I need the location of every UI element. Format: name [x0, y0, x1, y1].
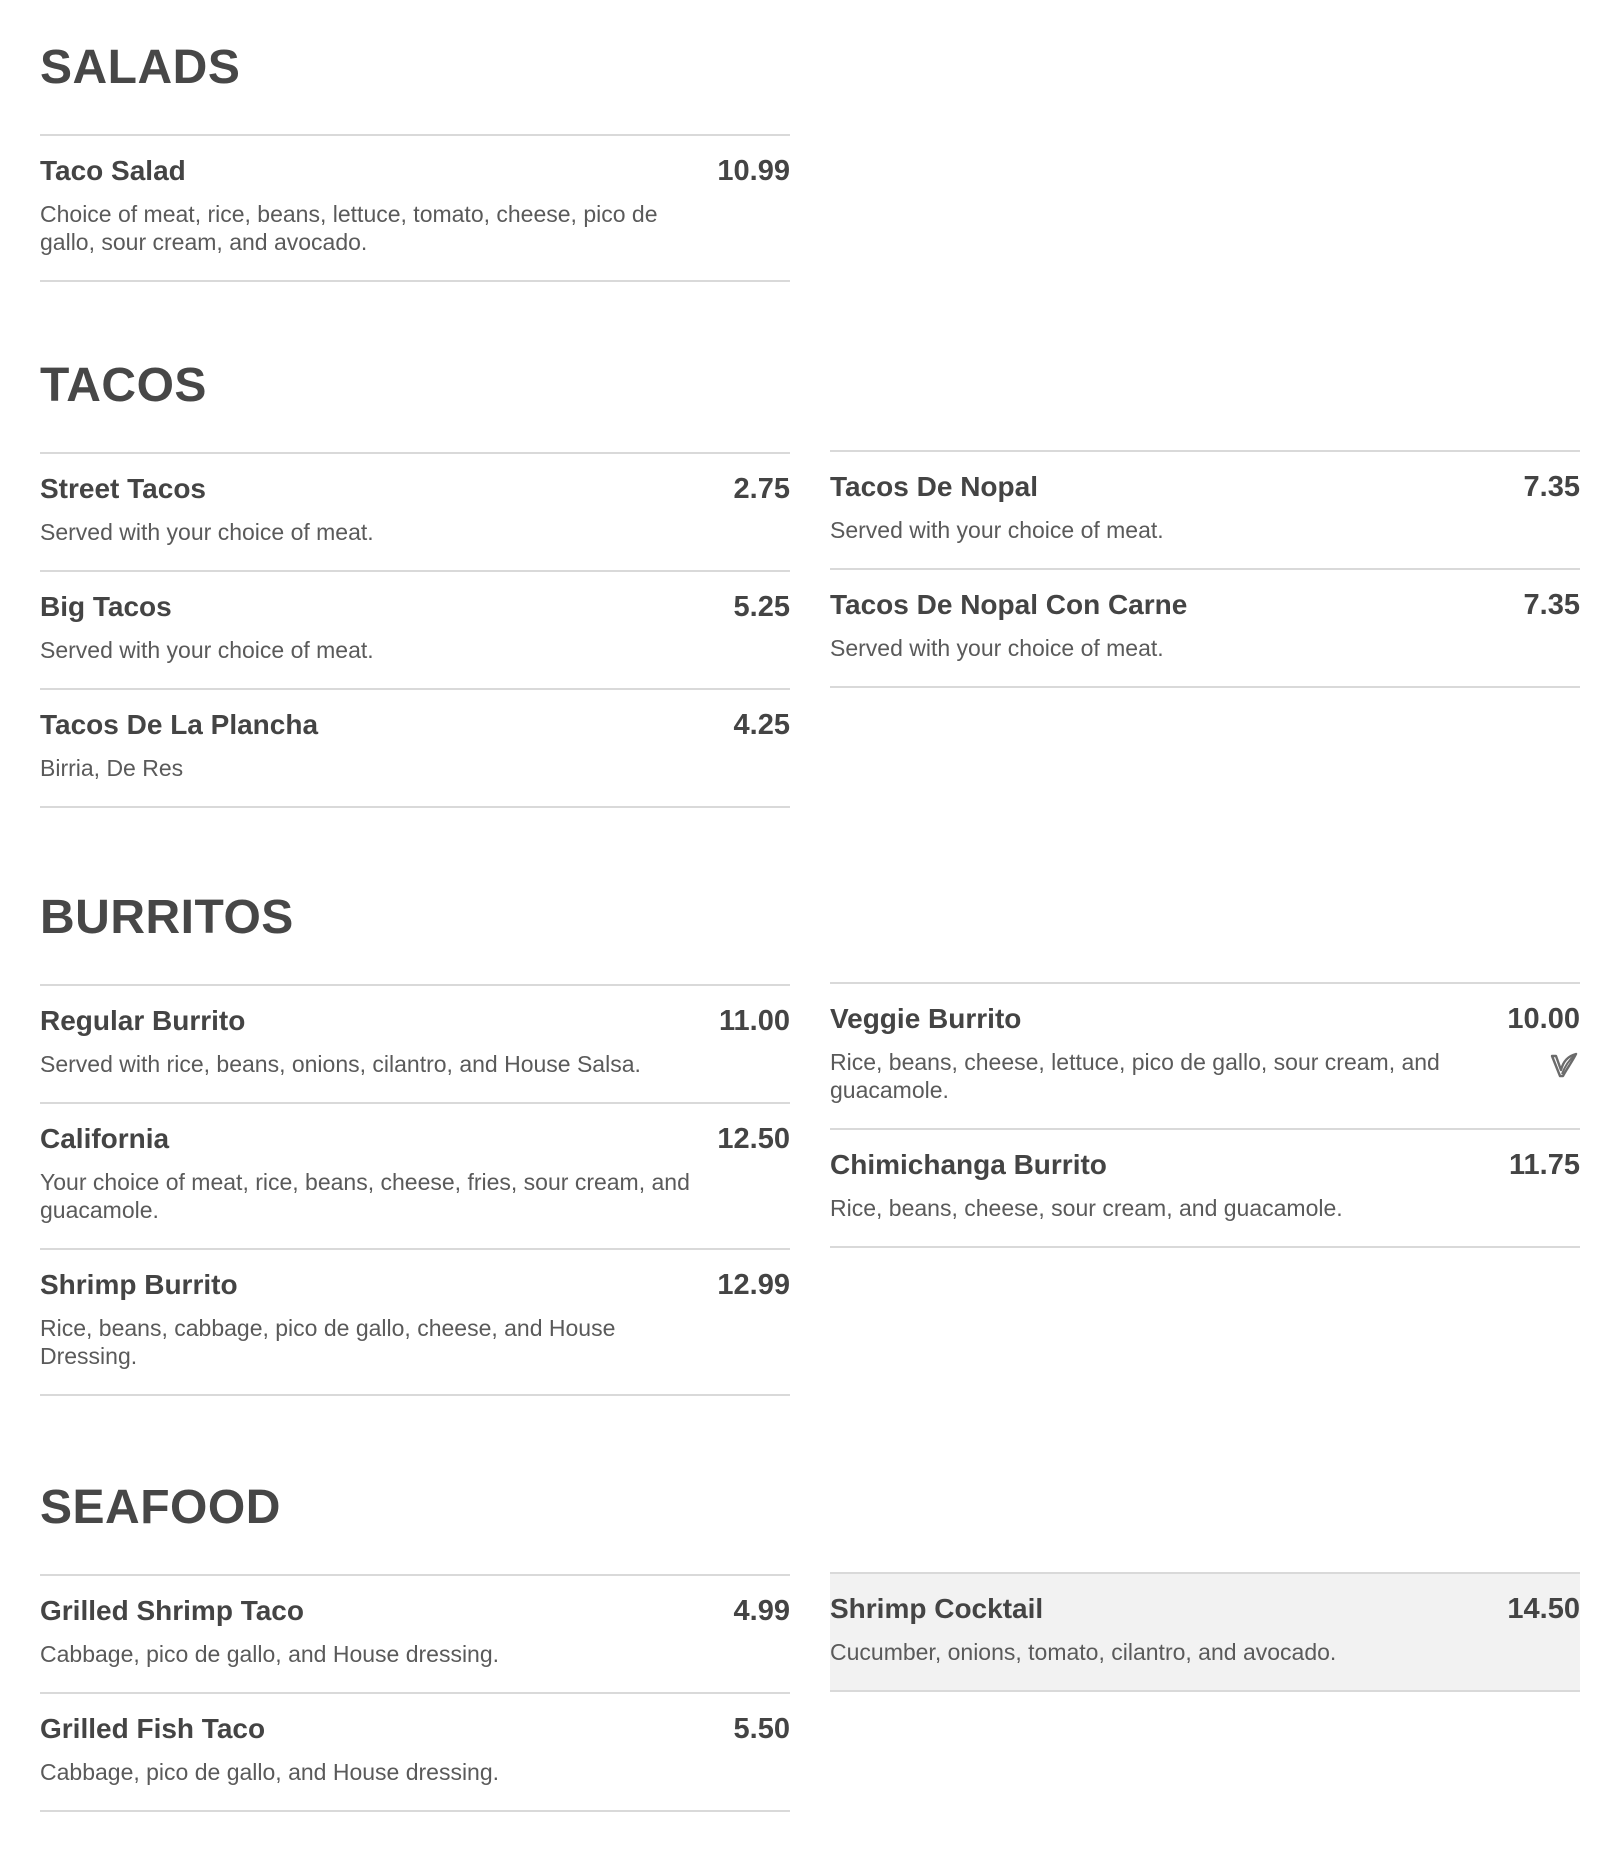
item-description: Choice of meat, rice, beans, lettuce, tomato, cheese, pico de gallo, sour cream, and avocado.	[40, 201, 658, 255]
item-description: Served with rice, beans, onions, cilantro, and House Salsa.	[40, 1051, 641, 1077]
item-price: 14.50	[1507, 1593, 1580, 1625]
item-name: Veggie Burrito	[830, 1003, 1022, 1034]
item-price: 10.00	[1507, 1003, 1580, 1035]
item-name: Tacos De La Plancha	[40, 709, 319, 740]
item-price: 12.99	[717, 1269, 790, 1301]
item-name: California	[40, 1123, 170, 1154]
item-name: Regular Burrito	[40, 1005, 246, 1036]
menu-item-grilled-fish-taco[interactable]	[40, 1692, 790, 1812]
menu-column-left	[40, 452, 790, 808]
item-price: 7.35	[1523, 589, 1580, 621]
item-description: Rice, beans, cheese, lettuce, pico de gallo, sour cream, and guacamole.	[830, 1049, 1440, 1103]
item-name: Grilled Shrimp Taco	[40, 1595, 304, 1626]
menu-item-tacos-de-nopal[interactable]	[830, 450, 1580, 568]
menu-item-grilled-shrimp-taco[interactable]	[40, 1574, 790, 1692]
item-description: Served with your choice of meat.	[830, 635, 1164, 661]
section-seafood	[40, 1480, 1580, 1785]
section-title: BURRITOS	[40, 891, 294, 944]
menu-item-veggie-burrito[interactable]	[830, 982, 1580, 1128]
menu-column-right	[830, 982, 1580, 1248]
menu-item-tacos-de-la-plancha[interactable]	[40, 688, 790, 808]
menu-item-street-tacos[interactable]	[40, 452, 790, 570]
section-title: TACOS	[40, 359, 207, 412]
section-title: SALADS	[40, 41, 241, 94]
item-name: Taco Salad	[40, 155, 186, 186]
item-description: Rice, beans, cheese, sour cream, and guacamole.	[830, 1195, 1343, 1221]
menu-item-taco-salad[interactable]	[40, 134, 790, 282]
item-name: Chimichanga Burrito	[830, 1149, 1107, 1180]
item-description: Rice, beans, cabbage, pico de gallo, cheese, and House Dressing.	[40, 1315, 616, 1369]
item-name: Tacos De Nopal	[830, 471, 1038, 502]
item-price: 7.35	[1523, 471, 1580, 503]
item-price: 2.75	[733, 473, 790, 505]
item-price: 11.00	[719, 1005, 790, 1037]
item-price: 5.50	[733, 1713, 790, 1745]
menu-column-left	[40, 1574, 790, 1812]
menu-item-shrimp-burrito[interactable]	[40, 1248, 790, 1396]
item-description: Served with your choice of meat.	[40, 519, 374, 545]
item-name: Grilled Fish Taco	[40, 1713, 266, 1744]
menu-column-left	[40, 134, 790, 282]
item-name: Big Tacos	[40, 591, 172, 622]
item-description: Served with your choice of meat.	[40, 637, 374, 663]
section-salads	[40, 40, 1580, 255]
menu-item-california[interactable]	[40, 1102, 790, 1248]
section-tacos	[40, 358, 1580, 781]
item-price: 5.25	[733, 591, 790, 623]
menu-column-right	[830, 1572, 1580, 1692]
item-description: Your choice of meat, rice, beans, cheese, fries, sour cream, and guacamole.	[40, 1169, 690, 1223]
menu-item-chimichanga-burrito[interactable]	[830, 1128, 1580, 1248]
menu-column-left	[40, 984, 790, 1396]
item-description: Cucumber, onions, tomato, cilantro, and avocado.	[830, 1639, 1337, 1665]
menu-item-shrimp-cocktail[interactable]	[830, 1572, 1580, 1692]
item-description: Birria, De Res	[40, 755, 184, 781]
vegetarian-leaf-icon	[1546, 1048, 1580, 1082]
item-description: Cabbage, pico de gallo, and House dressing.	[40, 1759, 500, 1785]
menu-item-big-tacos[interactable]	[40, 570, 790, 688]
menu-column-right	[830, 450, 1580, 688]
section-burritos	[40, 890, 1580, 1369]
item-price: 4.99	[733, 1595, 790, 1627]
item-name: Tacos De Nopal Con Carne	[830, 589, 1188, 620]
item-name: Street Tacos	[40, 473, 206, 504]
item-price: 11.75	[1509, 1149, 1580, 1181]
item-name: Shrimp Burrito	[40, 1269, 238, 1300]
item-name: Shrimp Cocktail	[830, 1593, 1044, 1624]
menu-item-regular-burrito[interactable]	[40, 984, 790, 1102]
item-description: Cabbage, pico de gallo, and House dressing.	[40, 1641, 500, 1667]
menu-item-tacos-de-nopal-con-carne[interactable]	[830, 568, 1580, 688]
section-title: SEAFOOD	[40, 1481, 281, 1534]
item-description: Served with your choice of meat.	[830, 517, 1164, 543]
item-price: 10.99	[717, 155, 790, 187]
item-price: 12.50	[717, 1123, 790, 1155]
item-price: 4.25	[733, 709, 790, 741]
